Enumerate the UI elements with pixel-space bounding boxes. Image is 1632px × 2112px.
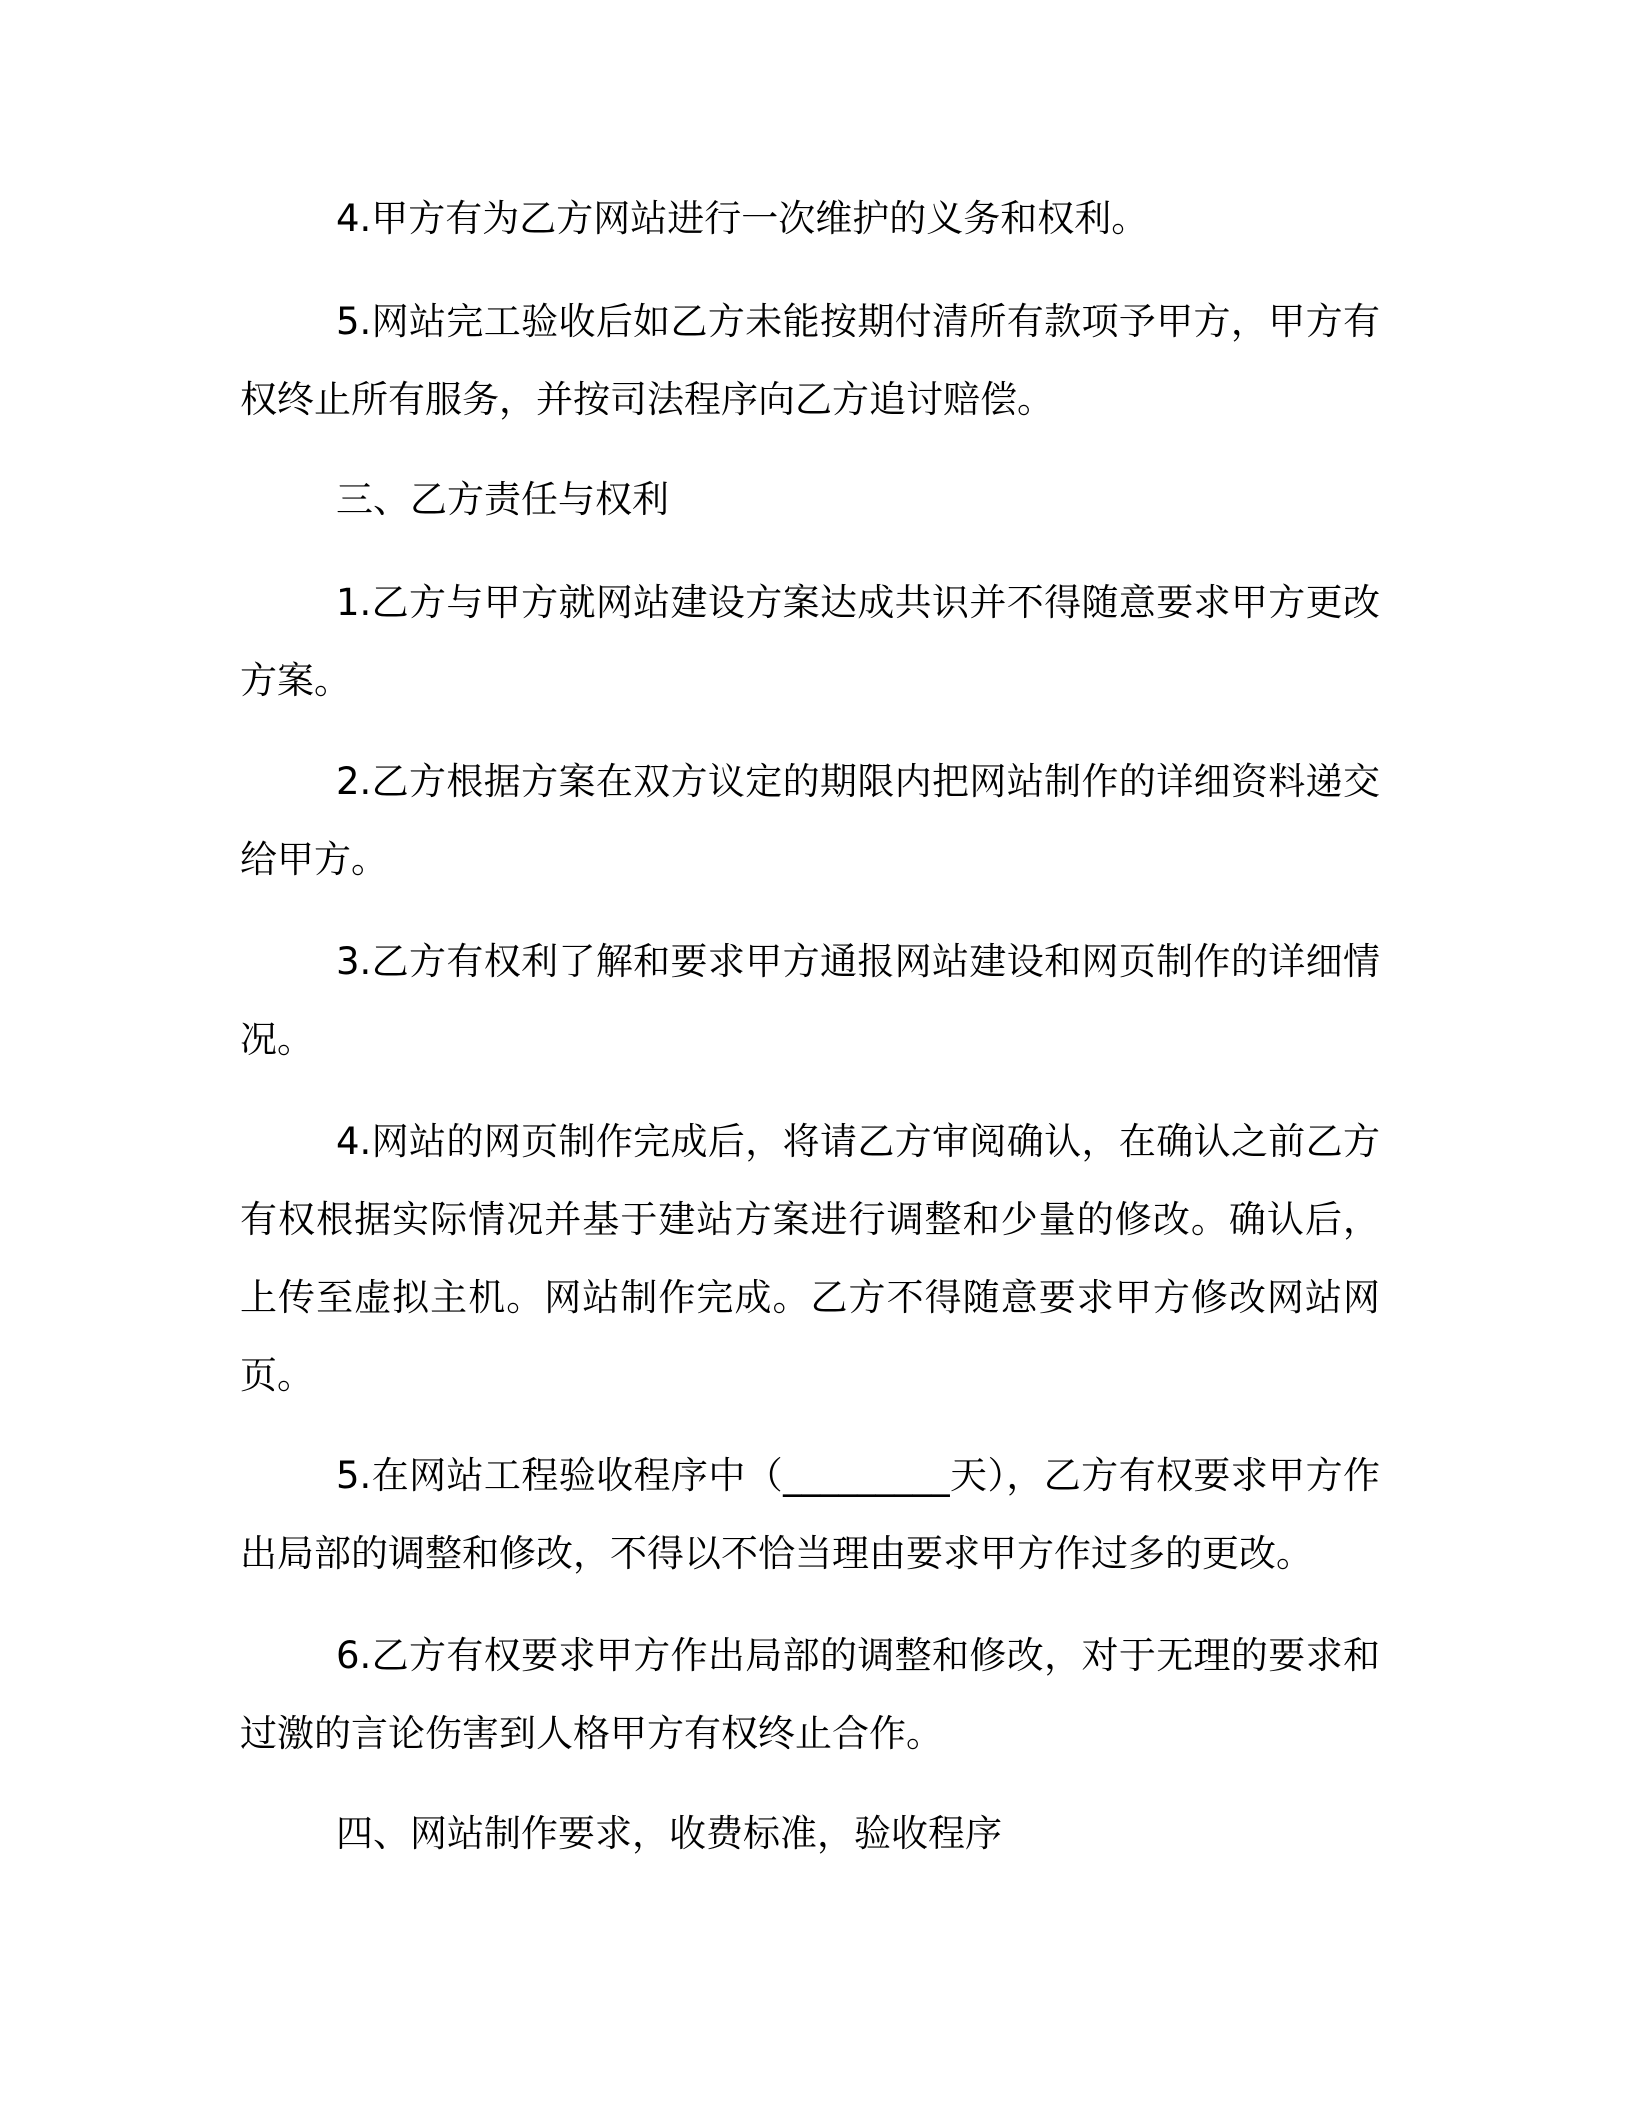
paragraph-party-b-1: 1.乙方与甲方就网站建设方案达成共识并不得随意要求甲方更改方案。 [240,581,1380,702]
paragraph-party-a-maintenance: 4.甲方有为乙方网站进行一次维护的义务和权利。 [336,197,1149,240]
paragraph-party-a-termination: 5.网站完工验收后如乙方未能按期付清所有款项予甲方，甲方有权终止所有服务，并按司法程序向乙方追讨赔偿。 [240,300,1380,421]
paragraph-party-b-2: 2.乙方根据方案在双方议定的期限内把网站制作的详细资料递交给甲方。 [240,760,1380,881]
section-heading-party-b: 三、乙方责任与权利 [336,478,669,521]
paragraph-party-b-3: 3.乙方有权利了解和要求甲方通报网站建设和网页制作的详细情况。 [240,940,1380,1061]
paragraph-party-b-4: 4.网站的网页制作完成后，将请乙方审阅确认，在确认之前乙方有权根据实际情况并基于建站方案进行调整和少量的修改。确认后，上传至虚拟主机。网站制作完成。乙方不得随意要求甲方修改网站网页。 [240,1120,1380,1397]
paragraph-party-b-5: 5.在网站工程验收程序中（_________天），乙方有权要求甲方作出局部的调整和修改，不得以不恰当理由要求甲方作过多的更改。 [240,1454,1380,1575]
paragraph-party-b-6: 6.乙方有权要求甲方作出局部的调整和修改，对于无理的要求和过激的言论伤害到人格甲方有权终止合作。 [240,1634,1380,1755]
section-heading-requirements: 四、网站制作要求，收费标准，验收程序 [336,1812,1002,1855]
